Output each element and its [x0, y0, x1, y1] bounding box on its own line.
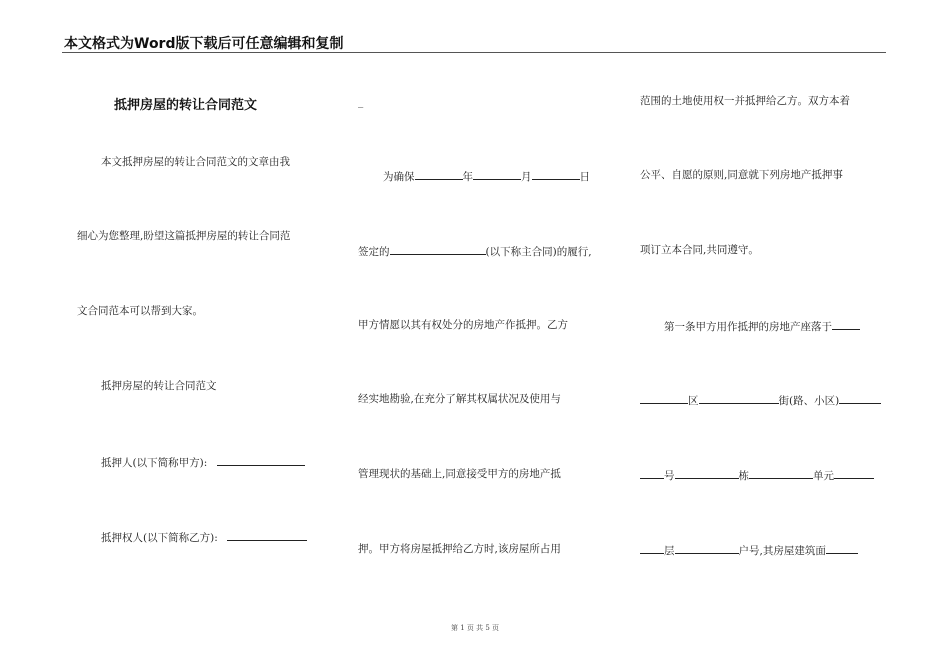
doc-title: 抵押房屋的转让合同范文	[114, 98, 258, 113]
building-blank	[675, 467, 739, 479]
day-label: 日	[579, 171, 590, 183]
year-blank	[415, 168, 463, 180]
number-label: 号	[664, 470, 675, 482]
unit-label: 单元	[813, 470, 834, 482]
day-blank	[532, 168, 580, 180]
party-b-line	[101, 529, 307, 545]
unit-end-blank	[834, 467, 874, 479]
col3-line-3: 项订立本合同,共同遵守。	[640, 244, 759, 256]
area-blank	[826, 542, 858, 554]
contract-subtitle: 抵押房屋的转让合同范文	[101, 380, 217, 392]
intro-line-2: 细心为您整理,盼望这篇抵押房屋的转让合同范	[77, 230, 291, 242]
stray-dash: _	[358, 96, 364, 108]
room-label: 户号,其房屋建筑面	[738, 545, 826, 557]
party-b-blank	[227, 529, 307, 541]
district-label: 区	[688, 395, 699, 407]
col3-line-1: 范围的土地使用权一并抵押给乙方。双方本着	[640, 95, 850, 107]
floor-label: 层	[664, 545, 675, 557]
district-blank	[640, 392, 688, 404]
col3-line-6	[640, 467, 874, 483]
page-number-footer: 第 1 页 共 5 页	[450, 624, 500, 632]
main-contract-blank	[390, 243, 486, 255]
header-divider	[62, 52, 886, 53]
main-contract-text: (以下称主合同)的履行,	[485, 246, 592, 258]
intro-line-3: 文合同范本可以帮到大家。	[77, 305, 203, 317]
intro-line-1: 本文抵押房屋的转让合同范文的文章由我	[101, 156, 290, 168]
article-one-text: 第一条甲方用作抵押的房地产座落于	[664, 321, 832, 333]
party-b-label: 抵押权人(以下简称乙方):	[101, 532, 218, 544]
col3-line-4	[664, 318, 860, 334]
month-label: 月	[521, 171, 532, 183]
building-label: 栋	[738, 470, 749, 482]
street-blank	[699, 392, 779, 404]
col2-line-4: 经实地勘验,在充分了解其权属状况及使用与	[358, 393, 561, 405]
party-a-label: 抵押人(以下简称甲方):	[101, 457, 208, 469]
street-label: 街(路、小区)	[778, 395, 840, 407]
month-blank	[473, 168, 521, 180]
room-blank	[675, 542, 739, 554]
col2-line-5: 管理现状的基础上,同意接受甲方的房地产抵	[358, 468, 561, 480]
col2-line-1	[383, 168, 590, 184]
location-blank	[832, 318, 860, 330]
community-blank	[839, 392, 881, 404]
party-a-blank	[217, 454, 305, 466]
signed-text: 签定的	[358, 246, 390, 258]
col3-line-7	[640, 542, 858, 558]
col2-line-6: 押。甲方将房屋抵押给乙方时,该房屋所占用	[358, 543, 561, 555]
unit-blank	[749, 467, 813, 479]
year-label: 年	[462, 171, 473, 183]
col2-line-3: 甲方情愿以其有权处分的房地产作抵押。乙方	[358, 319, 568, 331]
number-blank	[640, 467, 664, 479]
floor-blank	[640, 542, 664, 554]
col3-line-5	[640, 392, 881, 408]
col3-line-2: 公平、自愿的原则,同意就下列房地产抵押事	[640, 169, 843, 181]
col2-line-2	[358, 243, 592, 259]
document-header-title: 本文格式为Word版下载后可任意编辑和复制	[64, 36, 344, 52]
party-a-line	[101, 454, 305, 470]
ensure-text: 为确保	[383, 171, 415, 183]
